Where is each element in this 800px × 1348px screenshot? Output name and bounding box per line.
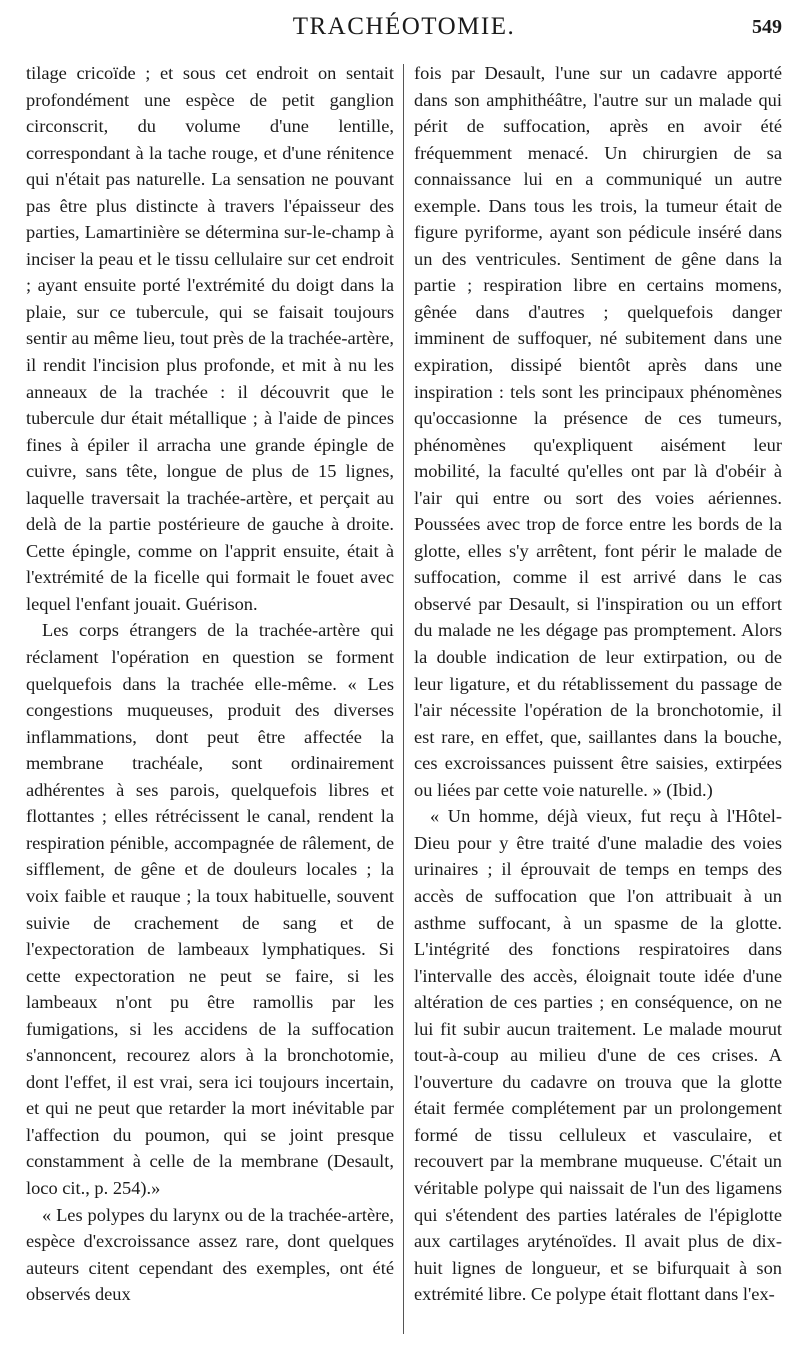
book-page xyxy=(26,0,782,1348)
paragraph: « Un homme, déjà vieux, fut reçu à l'Hôtel-Dieu pour y être traité d'une maladie des voies urinaires ; il éprouvait de temps en temps des accès de suffocation que l'on attribuait à un asthme suffocant, à un spasme de la glotte. L'intégrité des fonctions respiratoires dans l'intervalle des accès, éloignait toute idée d'une altération de ces parties ; en conséquence, on ne lui fit subir aucun traitement. Le malade mourut tout-à-coup au milieu d'une de ces crises. A l'ouverture du cadavre on trouva que la glotte était fermée complétement par un prolongement formé de tissu celluleux et vasculaire, et recouvert par la membrane muqueuse. C'était un véritable polype qui naissait de l'un des ligamens qui s'étendent des parties latérales de l'épiglotte aux cartilages aryténoïdes. Il avait plus de dix-huit lignes de longueur, et se bifurquait à son extrémité libre. Ce polype était flottant dans l'ex- xyxy=(414,806,782,1305)
page-title: TRACHÉOTOMIE. xyxy=(292,13,516,40)
left-column xyxy=(26,60,394,1308)
paragraph: fois par Desault, l'une sur un cadavre apporté dans son amphithéâtre, l'autre sur un malade qui périt de suffocation, après en avoir été fréquemment menacé. Un chirurgien de sa connaissance lui en a communiqué un autre exemple. Dans tous les trois, la tumeur était de figure pyriforme, ayant son pédicule inséré dans un des ventricules. Sentiment de gêne dans la partie ; respiration libre en certains momens, gênée dans d'autres ; quelquefois danger imminent de suffoquer, né subitement dans une expiration, dissipé bientôt après dans une inspiration : tels sont les principaux phénomènes qu'occasionne la présence de ces tumeurs, phénomènes qu'expliquent aisément leur mobilité, la faculté qu'elles ont par là d'obéir à l'air qui entre ou sort des voies aériennes. Poussées avec trop de force entre les bords de la glotte, elles s'y arrêtent, font périr le malade de suffocation, comme il est arrivé dans le cas observé par Desault, si l'inspiration ou un effort du malade ne les dégage pas promptement. Alors la double indication de leur extirpation, ou de leur ligature, et du rétablissement du passage de l'air nécessite l'opération de la bronchotomie, il est rare, en effet, que, saillantes dans la bouche, ces excroissances puissent être saisies, extirpées ou liées par cette voie naturelle. » (Ibid.) xyxy=(414,63,782,800)
running-head xyxy=(26,0,782,60)
paragraph: Les corps étrangers de la trachée-artère qui réclament l'opération en question se forment quelquefois dans la trachée elle-même. « Les congestions muqueuses, produit des diverses inflammations, dont peut être affectée la membrane trachéale, sont ordinairement adhérentes à ses parois, quelquefois libres et flottantes ; elles rétrécissent le canal, rendent la respiration pénible, accompagnée de râlement, de sifflement, de gêne et de douleurs locales ; la voix faible et rauque ; la toux habituelle, souvent suivie de crachement de sang et de l'expectoration de lambeaux lymphatiques. Si cette expectoration ne peut se faire, si les lambeaux n'ont pu être ramollis par les fumigations, si les accidens de la suffocation s'annoncent, recourez alors à la bronchotomie, dont l'effet, il est vrai, sera ici toujours incertain, et qui ne peut que retarder la mort inévitable par l'affection du poumon, qui se joint presque constamment à celle de la membrane (Desault, loco cit., p. 254).» xyxy=(26,620,394,1198)
page-number: 549 xyxy=(752,16,782,38)
paragraph: tilage cricoïde ; et sous cet endroit on sentait profondément une espèce de petit ganglion circonscrit, du volume d'une lentille, correspondant à la tache rouge, et d'une rénitence qui n'était pas naturelle. La sensation ne pouvant pas être plus distincte à travers l'épaisseur des parties, Lamartinière se détermina sur-le-champ à inciser la peau et le tissu cellulaire sur cet endroit ; ayant ensuite porté l'extrémité du doigt dans la plaie, sur ce tubercule, qui se faisait toujours sentir au même lieu, tout près de la trachée-artère, il rendit l'incision plus profonde, et mit à nu les anneaux de la trachée : il découvrit que le tubercule dur était métallique ; à l'aide de pinces fines à épiler il arracha une grande épingle de cuivre, sans tête, longue de plus de 15 lignes, laquelle traversait la trachée-artère, et perçait au delà de la partie postérieure de gauche à droite. Cette épingle, comme on l'apprit ensuite, était à l'extrémité de la ficelle qui formait le fouet avec lequel l'enfant jouait. Guérison. xyxy=(26,63,394,614)
paragraph: « Les polypes du larynx ou de la trachée-artère, espèce d'excroissance assez rare, dont quelques auteurs citent cependant des exemples, ont été observés deux xyxy=(26,1204,394,1305)
column-divider xyxy=(403,64,404,1334)
right-column xyxy=(414,60,782,1308)
text-columns xyxy=(26,60,782,1340)
